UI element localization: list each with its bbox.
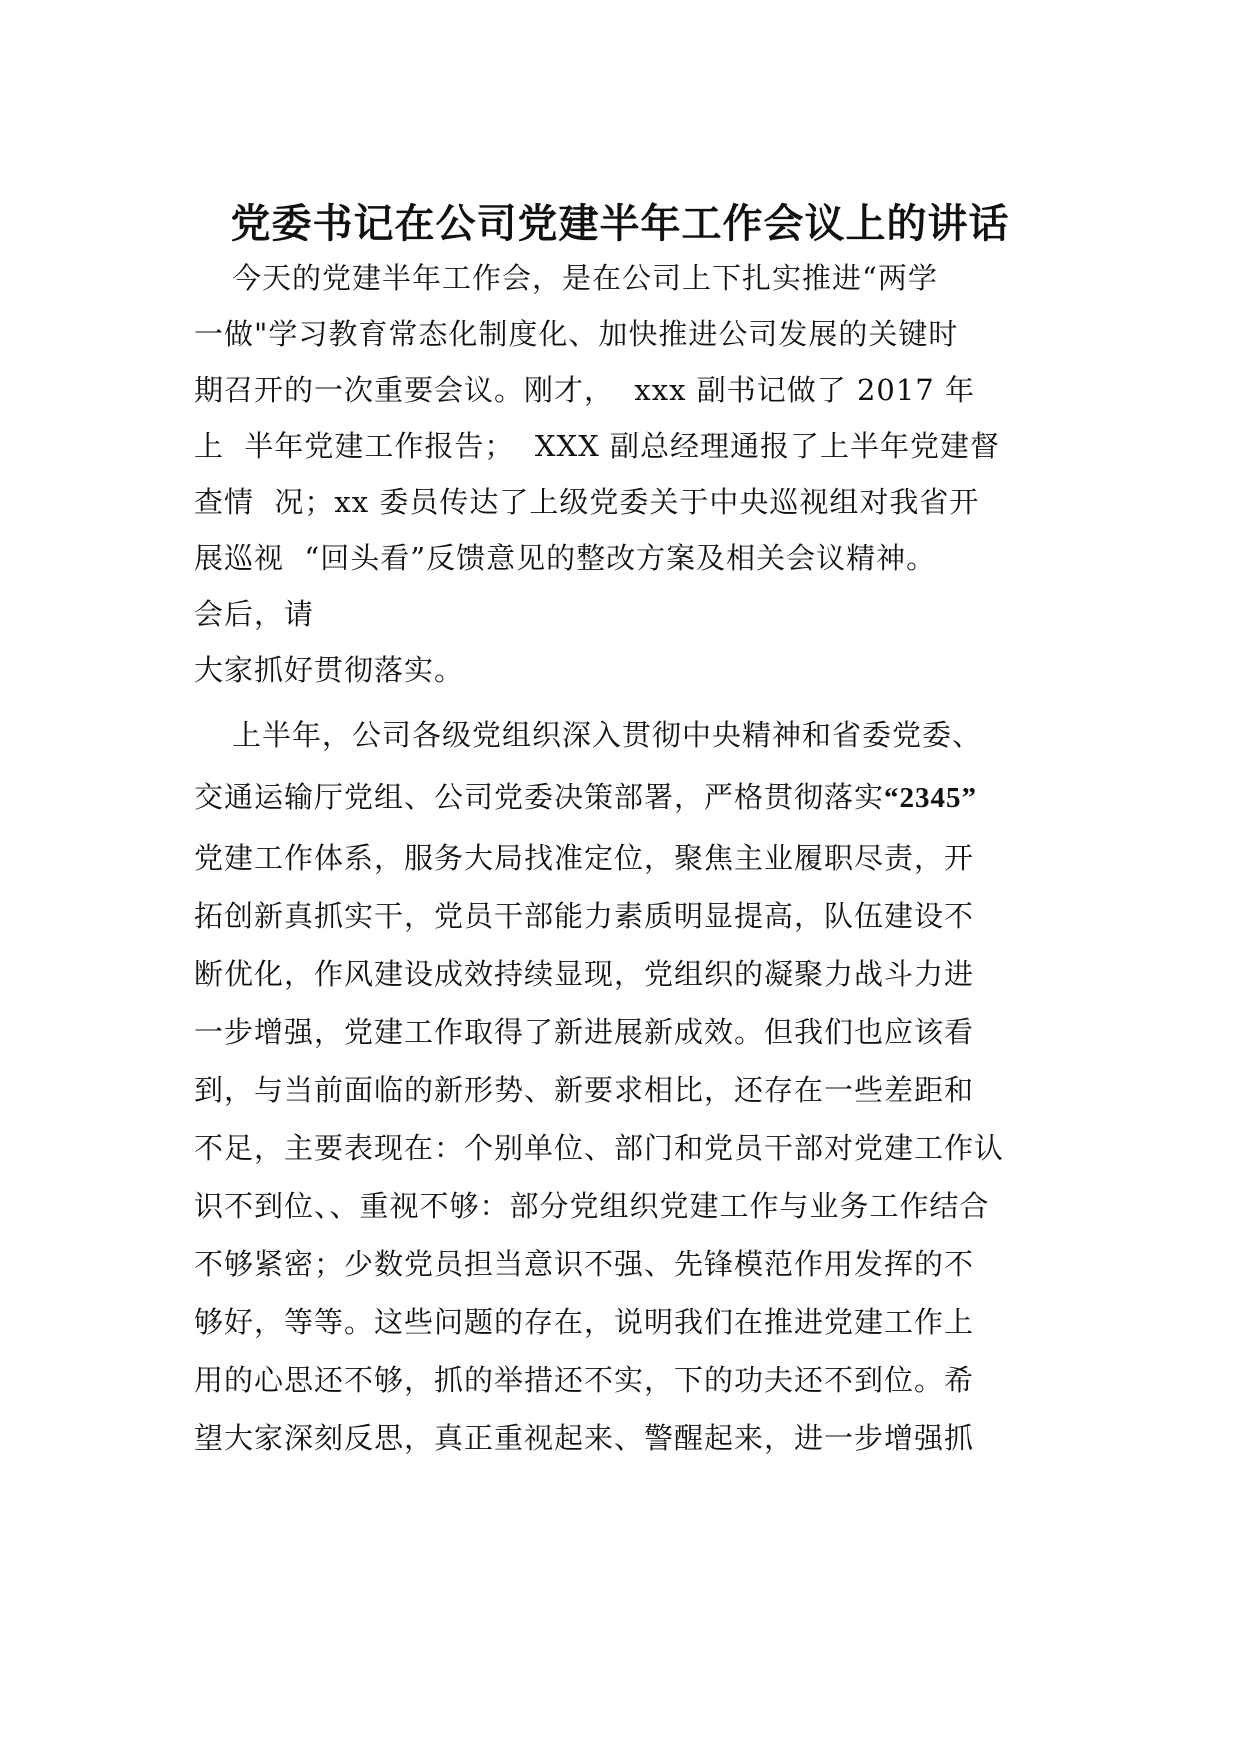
paragraph-2-line-2: [194, 777, 977, 818]
paragraph-1-line-6: 展巡视 “回头看”反馈意见的整改方案及相关会议精神。: [194, 541, 937, 575]
paragraph-2-line-12: 用的心思还不够，抓的举措还不实，下的功夫还不到位。希: [194, 1363, 975, 1397]
paragraph-2-line-4: 拓创新真抓实干，党员干部能力素质明显提高，队伍建设不: [194, 899, 975, 933]
paragraph-2-line-8: 不足，主要表现在：个别单位、部门和党员干部对党建工作认: [194, 1131, 1005, 1165]
paragraph-2-line-3: 党建工作体系，服务大局找准定位，聚焦主业履职尽责，开: [194, 841, 975, 875]
paragraph-2-line-13: 望大家深刻反思，真正重视起来、警醒起来，进一步增强抓: [194, 1421, 975, 1455]
paragraph-2-line-5: 断优化，作风建设成效持续显现，党组织的凝聚力战斗力进: [194, 957, 975, 991]
paragraph-2-line-7: 到，与当前面临的新形势、新要求相比，还存在一些差距和: [194, 1073, 975, 1107]
paragraph-1-line-4: 上 半年党建工作报告； XXX 副总经理通报了上半年党建督: [194, 429, 1001, 463]
paragraph-2-line-6: 一步增强，党建工作取得了新进展新成效。但我们也应该看: [194, 1015, 975, 1049]
paragraph-1-line-7: 会后，请: [194, 597, 315, 631]
policy-number-bold: “2345”: [884, 782, 978, 814]
paragraph-1-line-2: 一做"学习教育常态化制度化、加快推进公司发展的关键时: [194, 317, 959, 351]
paragraph-2-line-11: 够好，等等。这些问题的存在，说明我们在推进党建工作上: [194, 1305, 975, 1339]
paragraph-2-line-10: 不够紧密；少数党员担当意识不强、先锋模范作用发挥的不: [194, 1247, 975, 1281]
document-title: 党委书记在公司党建半年工作会议上的讲话: [230, 201, 1010, 247]
paragraph-1-line-5: 查情 况；xx 委员传达了上级党委关于中央巡视组对我省开: [194, 485, 980, 519]
paragraph-1-line-8: 大家抓好贯彻落实。: [194, 653, 465, 687]
paragraph-2-line-2-text: 交通运输厅党组、公司党委决策部署，严格贯彻落实: [194, 780, 885, 814]
paragraph-2-line-1: 上半年，公司各级党组织深入贯彻中央精神和省委党委、: [232, 718, 983, 752]
paragraph-2-line-9: 识不到位、、重视不够：部分党组织党建工作与业务工作结合: [194, 1189, 990, 1223]
paragraph-1-line-3: 期召开的一次重要会议。刚才， xxx 副书记做了 2017 年: [194, 373, 975, 407]
paragraph-1-line-1: 今天的党建半年工作会，是在公司上下扎实推进“两学: [232, 261, 938, 295]
